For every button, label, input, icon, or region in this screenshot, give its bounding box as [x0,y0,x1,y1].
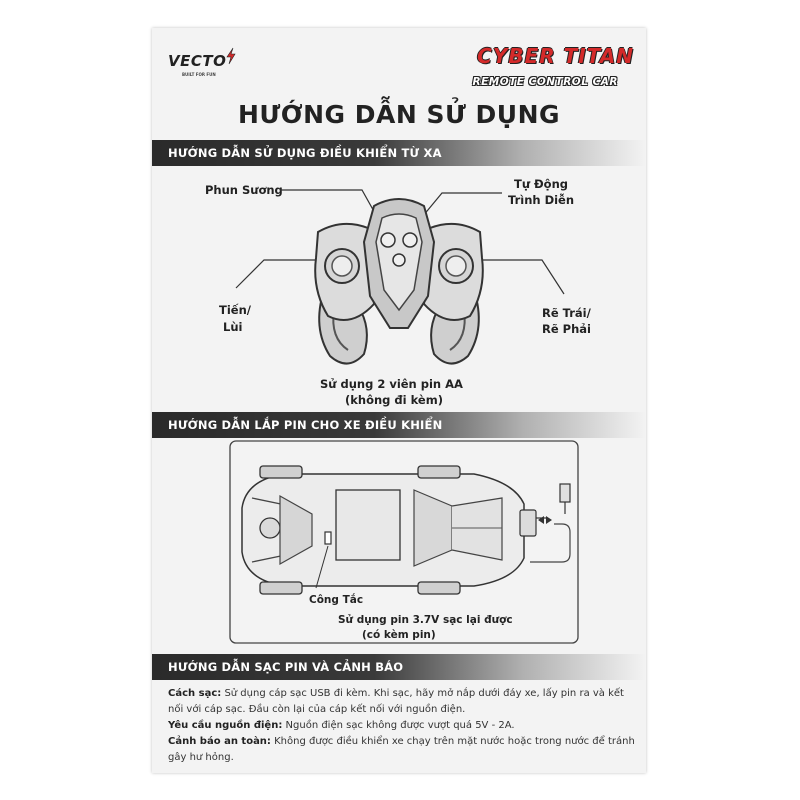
label-turn-left: Rẽ Trái/ [542,306,591,320]
label-turn-right: Rẽ Phải [542,322,591,336]
label-forward: Tiến/ [219,303,251,317]
remote-battery-note-2: (không đi kèm) [345,393,443,407]
charging-label: Cách sạc: [168,688,222,699]
car-underside-illustration [152,28,646,668]
product-subtitle: REMOTE CONTROL CAR [472,76,618,88]
safety-warning [168,734,638,766]
label-switch: Công Tắc [309,594,364,606]
page-title: HƯỚNG DẪN SỬ DỤNG [237,100,561,129]
charging-instructions [168,686,638,718]
power-label: Yêu cầu nguồn điện: [168,720,283,731]
car-battery-note-2: (có kèm pin) [362,629,436,641]
charging-text: Sử dụng cáp sạc USB đi kèm. Khi sạc, hãy mở nắp dưới đáy xe, lấy pin ra và kết nối với cáp sạc. Đầu còn lại của cáp kết nối với nguồn điện. [168,688,624,715]
section-heading-charging: HƯỚNG DẪN SẠC PIN VÀ CẢNH BÁO [152,654,646,680]
label-auto-demo-1: Tự Động [514,177,568,191]
safety-text: Không được điều khiển xe chạy trên mặt nước hoặc trong nước để tránh gây hư hỏng. [168,736,635,763]
product-name: CYBER TITAN [477,44,634,68]
manual-sheet [152,28,646,773]
car-battery-note-1: Sử dụng pin 3.7V sạc lại được [338,614,513,626]
label-backward: Lùi [223,320,243,334]
label-mist: Phun Sương [205,183,283,197]
safety-label: Cảnh báo an toàn: [168,736,271,747]
section-heading-remote: HƯỚNG DẪN SỬ DỤNG ĐIỀU KHIỂN TỪ XA [152,140,646,166]
brand-tagline: BUILT FOR FUN [182,72,216,77]
power-requirement [168,718,638,734]
section-heading-car-battery: HƯỚNG DẪN LẮP PIN CHO XE ĐIỀU KHIỂN [152,412,646,438]
remote-battery-note-1: Sử dụng 2 viên pin AA [320,377,463,391]
label-auto-demo-2: Trình Diễn [508,193,575,207]
power-text: Nguồn điện sạc không được vượt quá 5V - 2A. [285,720,515,731]
brand-logo-text: VECTO [168,52,227,70]
